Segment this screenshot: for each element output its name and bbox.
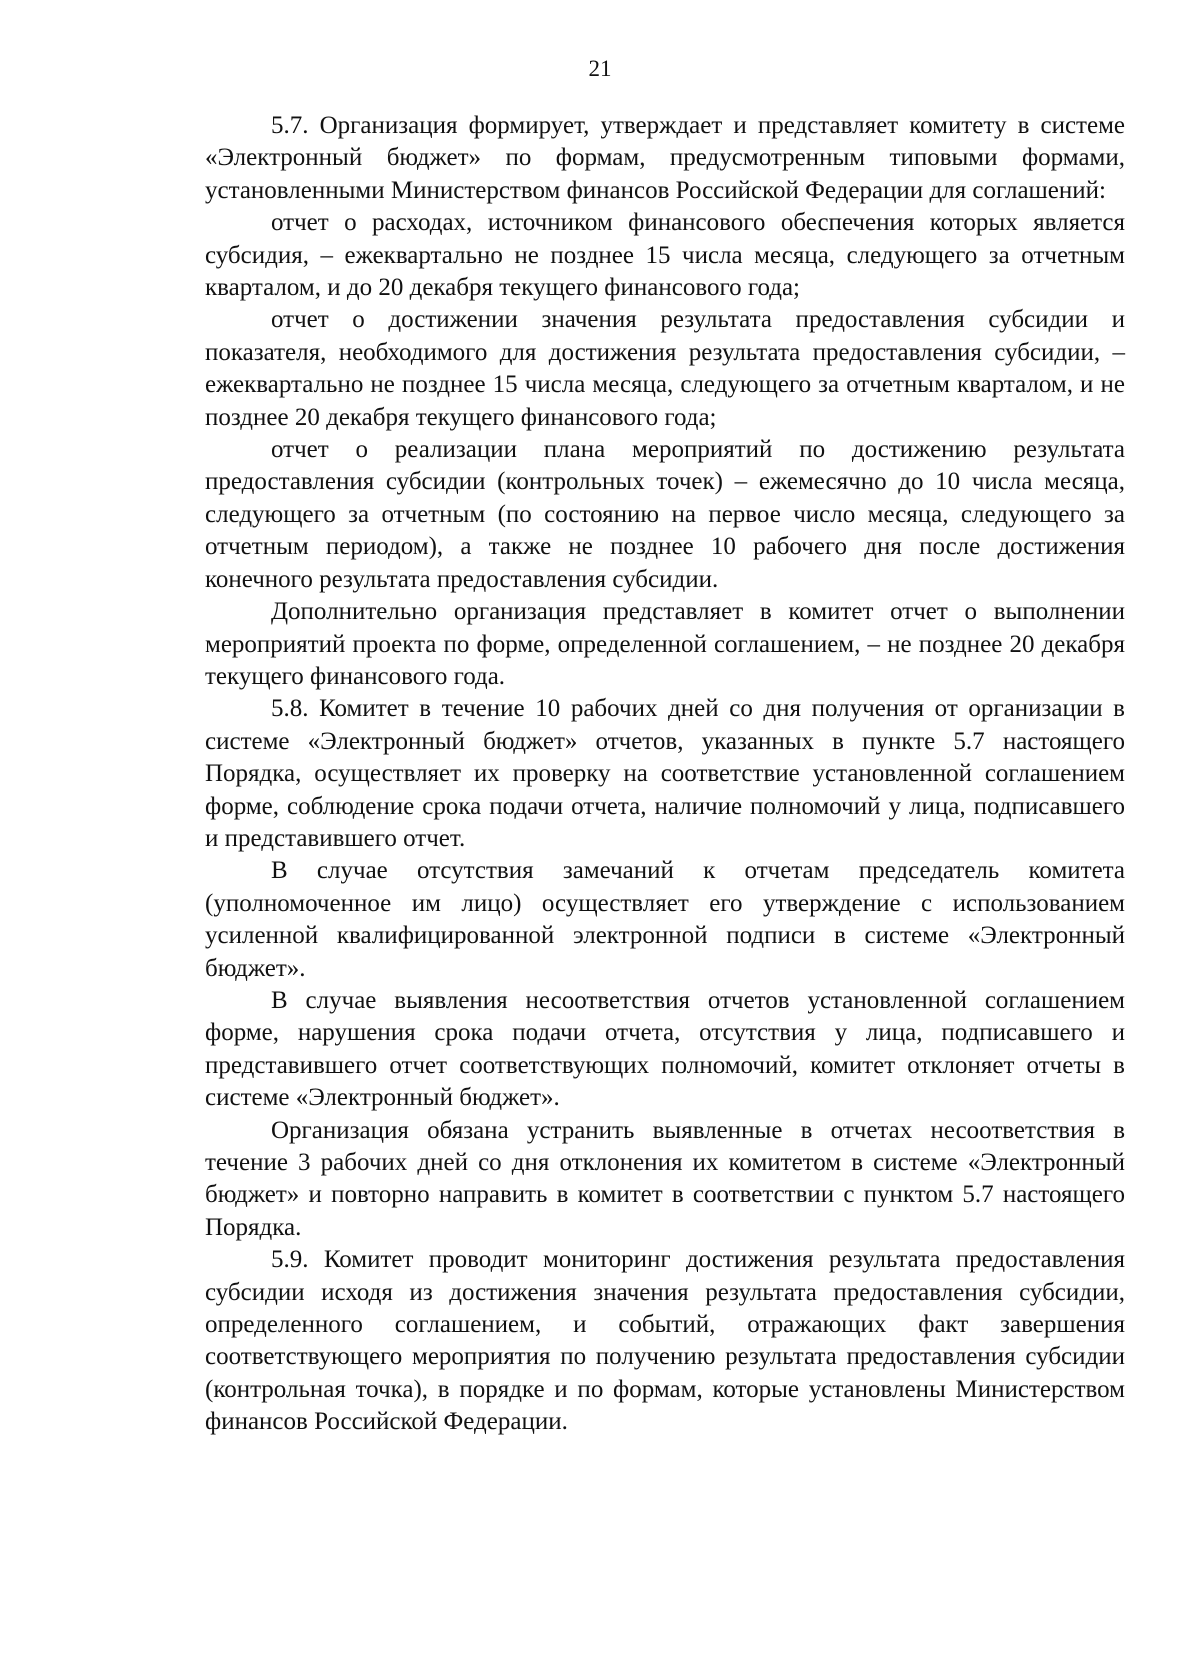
paragraph-approval: В случае отсутствия замечаний к отчетам председатель комитета (уполномоченное им лицо) осуществляет его утверждение с использованием усиленной квалифицированной электронной подписи в системе «Электронный бюджет». xyxy=(205,857,1125,982)
paragraph-5-7: 5.7. Организация формирует, утверждает и представляет комитету в системе «Электронный бюджет» по формам, предусмотренным типовыми формами, установленными Министерством финансов Российской Федерации для соглашений: xyxy=(205,112,1125,204)
paragraph-plan-report: отчет о реализации плана мероприятий по достижению результата предоставления субсидии (контрольных точек) – ежемесячно до 10 числа месяца, следующего за отчетным (по состоянию на первое число месяца, следующего за отчетным периодом), а также не позднее 10 рабочего дня после достижения конечного результата предоставления субсидии. xyxy=(205,436,1125,593)
page-number: 21 xyxy=(588,56,612,81)
paragraph-correction: Организация обязана устранить выявленные в отчетах несоответствия в течение 3 рабочих дней со дня отклонения их комитетом в системе «Электронный бюджет» и повторно направить в комитет в соответствии с пунктом 5.7 настоящего Порядка. xyxy=(205,1116,1125,1241)
document-body xyxy=(205,110,1125,1439)
paragraph-5-9: 5.9. Комитет проводит мониторинг достижения результата предоставления субсидии исходя из достижения значения результата предоставления субсидии, определенного соглашением, и событий, отражающих факт завершения соответствующего мероприятия по получению результата предоставления субсидии (контрольная точка), в порядке и по формам, которые установлены Министерством финансов Российской Федерации. xyxy=(205,1246,1125,1436)
paragraph-project-report: Дополнительно организация представляет в комитет отчет о выполнении мероприятий проекта по форме, определенной соглашением, – не позднее 20 декабря текущего финансового года. xyxy=(205,598,1125,690)
paragraph-5-8: 5.8. Комитет в течение 10 рабочих дней со дня получения от организации в системе «Электронный бюджет» отчетов, указанных в пункте 5.7 настоящего Порядка, осуществляет их проверку на соответствие установленной соглашением форме, соблюдение срока подачи отчета, наличие полномочий у лица, подписавшего и представившего отчет. xyxy=(205,695,1125,852)
paragraph-expense-report: отчет о расходах, источником финансового обеспечения которых является субсидия, – ежеквартально не позднее 15 числа месяца, следующего за отчетным кварталом, и до 20 декабря текущего финансового года; xyxy=(205,209,1125,302)
paragraph-result-report: отчет о достижении значения результата предоставления субсидии и показателя, необходимого для достижения результата предоставления субсидии, – ежеквартально не позднее 15 числа месяца, следующего за отчетным кварталом, и не позднее 20 декабря текущего финансового года; xyxy=(205,306,1125,431)
paragraph-rejection: В случае выявления несоответствия отчетов установленной соглашением форме, нарушения срока подачи отчета, отсутствия у лица, подписавшего и представившего отчет соответствующих полномочий, комитет отклоняет отчеты в системе «Электронный бюджет». xyxy=(205,986,1125,1112)
